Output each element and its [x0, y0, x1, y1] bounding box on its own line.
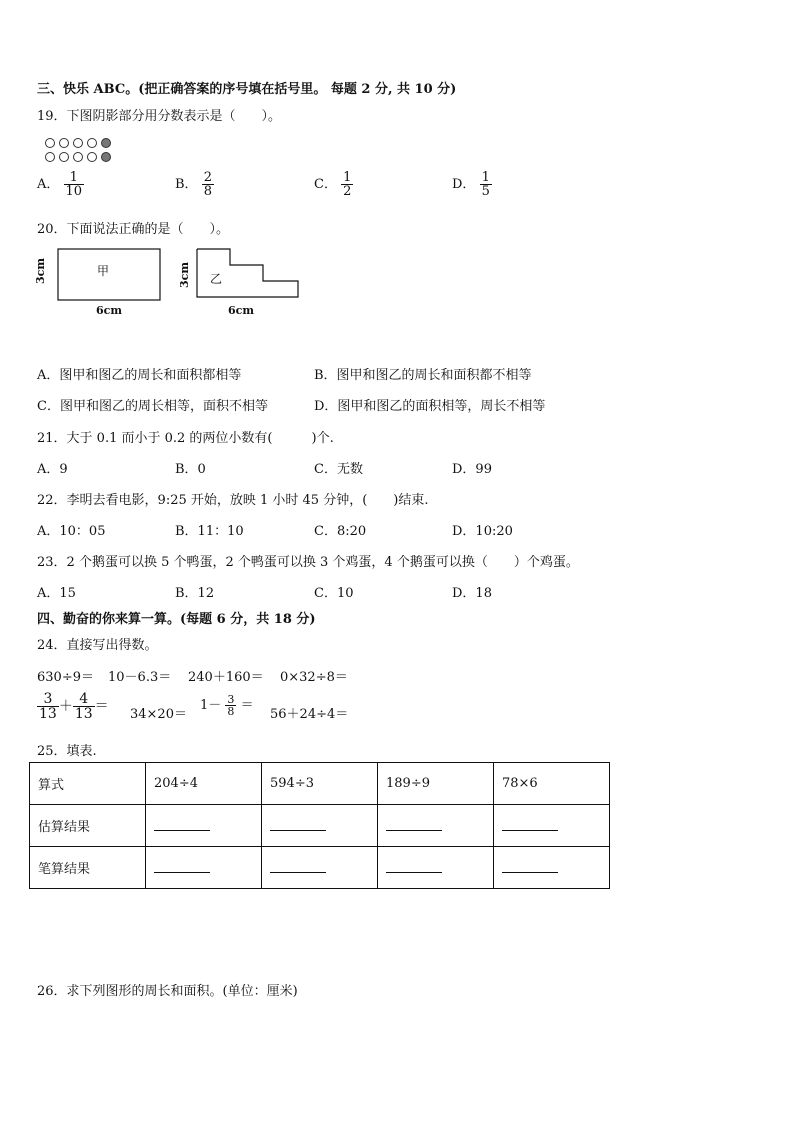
answer-cell[interactable]: [378, 847, 494, 889]
q21-option-a[interactable]: A．9: [37, 462, 68, 477]
q24-expr-1: 630÷9＝: [37, 670, 94, 685]
figure-yi-label: 乙: [210, 272, 223, 286]
figure-yi-width: 6cm: [228, 304, 254, 317]
fraction: $\frac{4}{13}$: [74, 691, 93, 722]
fraction: $\frac{1}{10}$: [65, 170, 83, 199]
q24-expr-2: 10－6.3＝: [108, 670, 172, 685]
section-4-title: 四、勤奋的你来算一算。(每题 6 分，共 18 分): [37, 612, 316, 627]
q24-expr-8: 56＋24÷4＝: [270, 707, 349, 722]
q22-stem: 22．李明去看电影，9:25 开始，放映 1 小时 45 分钟，( )结束.: [37, 493, 429, 508]
q24-expr-6: 34×20＝: [130, 707, 187, 722]
answer-cell[interactable]: [378, 805, 494, 847]
q20-stem: 20．下面说法正确的是（ ）。: [37, 222, 230, 237]
q25-table: [29, 762, 610, 889]
q21-stem: 21．大于 0.1 而小于 0.2 的两位小数有( )个.: [37, 431, 334, 446]
answer-blank[interactable]: [502, 858, 558, 873]
q19-circles: [45, 137, 115, 165]
table-cell: 笔算结果: [30, 847, 146, 889]
q22-option-d[interactable]: D．10:20: [452, 524, 513, 539]
q19-option-d[interactable]: D． $\frac{1}{5}$: [452, 170, 490, 199]
fraction: $\frac{1}{5}$: [481, 170, 490, 199]
answer-blank[interactable]: [270, 858, 326, 873]
answer-cell[interactable]: [262, 805, 378, 847]
answer-cell[interactable]: [146, 847, 262, 889]
answer-blank[interactable]: [386, 858, 442, 873]
section-3-title: 三、快乐 ABC。(把正确答案的序号填在括号里。 每题 2 分, 共 10 分): [37, 82, 457, 97]
table-cell: 594÷3: [262, 763, 378, 805]
circle-shaded: [101, 152, 111, 162]
table-row: [30, 763, 610, 805]
q23-stem: 23．2 个鹅蛋可以换 5 个鸭蛋，2 个鸭蛋可以换 3 个鸡蛋，4 个鹅蛋可以换（ ）个鸡蛋。: [37, 555, 579, 570]
table-row: [30, 805, 610, 847]
q24-expr-5: $\frac{3}{13}$ ＋ $\frac{4}{13}$ ＝: [39, 691, 109, 722]
q23-option-d[interactable]: D．18: [452, 586, 492, 601]
fraction: $\frac{1}{2}$: [343, 170, 352, 199]
fraction: $\frac{3}{13}$: [39, 691, 57, 722]
q21-option-b[interactable]: B．0: [175, 462, 206, 477]
table-cell: 189÷9: [378, 763, 494, 805]
fraction: $\frac{3}{8}$: [227, 693, 235, 718]
answer-cell[interactable]: [146, 805, 262, 847]
q19-option-c[interactable]: C． $\frac{1}{2}$: [314, 170, 352, 199]
q19-stem: 19．下图阴影部分用分数表示是（ ）。: [37, 109, 282, 124]
circle-empty: [59, 152, 69, 162]
q24-stem: 24．直接写出得数。: [37, 638, 158, 653]
circle-empty: [73, 152, 83, 162]
q20-option-a[interactable]: A．图甲和图乙的周长和面积都相等: [37, 368, 242, 383]
figure-jia-label: 甲: [97, 264, 110, 278]
circle-empty: [87, 138, 97, 148]
q20-option-d[interactable]: D．图甲和图乙的面积相等，周长不相等: [314, 399, 546, 414]
table-cell: 78×6: [494, 763, 610, 805]
q22-option-c[interactable]: C．8:20: [314, 524, 367, 539]
figure-yi-height: 3cm: [178, 262, 191, 288]
answer-blank[interactable]: [154, 816, 210, 831]
fraction: $\frac{2}{8}$: [203, 170, 212, 199]
table-row: [30, 847, 610, 889]
q23-option-b[interactable]: B．12: [175, 586, 215, 601]
answer-cell[interactable]: [494, 805, 610, 847]
table-cell: 算式: [30, 763, 146, 805]
circle-empty: [59, 138, 69, 148]
figure-jia-width: 6cm: [96, 304, 122, 317]
q25-stem: 25．填表.: [37, 744, 97, 759]
q21-option-c[interactable]: C．无数: [314, 462, 363, 477]
answer-cell[interactable]: [494, 847, 610, 889]
circle-empty: [87, 152, 97, 162]
q26-stem: 26．求下列图形的周长和面积。(单位：厘米): [37, 984, 298, 999]
q20-option-c[interactable]: C．图甲和图乙的周长相等，面积不相等: [37, 399, 268, 414]
circle-shaded: [101, 138, 111, 148]
q19-option-a[interactable]: A． $\frac{1}{10}$: [37, 170, 83, 199]
table-cell: 估算结果: [30, 805, 146, 847]
answer-blank[interactable]: [154, 858, 210, 873]
q23-option-a[interactable]: A．15: [37, 586, 76, 601]
q24-expr-4: 0×32÷8＝: [280, 670, 348, 685]
table-cell: 204÷4: [146, 763, 262, 805]
q19-option-b[interactable]: B． $\frac{2}{8}$: [175, 170, 212, 199]
answer-blank[interactable]: [386, 816, 442, 831]
q23-option-c[interactable]: C．10: [314, 586, 354, 601]
circle-empty: [73, 138, 83, 148]
figure-jia-height: 3cm: [34, 258, 47, 284]
answer-blank[interactable]: [270, 816, 326, 831]
q21-option-d[interactable]: D．99: [452, 462, 492, 477]
q22-option-a[interactable]: A．10：05: [37, 524, 106, 539]
circle-empty: [45, 152, 55, 162]
q20-figures: [30, 242, 320, 322]
q22-option-b[interactable]: B．11：10: [175, 524, 244, 539]
answer-blank[interactable]: [502, 816, 558, 831]
answer-cell[interactable]: [262, 847, 378, 889]
q20-option-b[interactable]: B．图甲和图乙的周长和面积都不相等: [314, 368, 532, 383]
q24-expr-3: 240＋160＝: [188, 670, 264, 685]
circle-empty: [45, 138, 55, 148]
q24-expr-7: 1－ $\frac{3}{8}$ ＝: [200, 693, 254, 718]
